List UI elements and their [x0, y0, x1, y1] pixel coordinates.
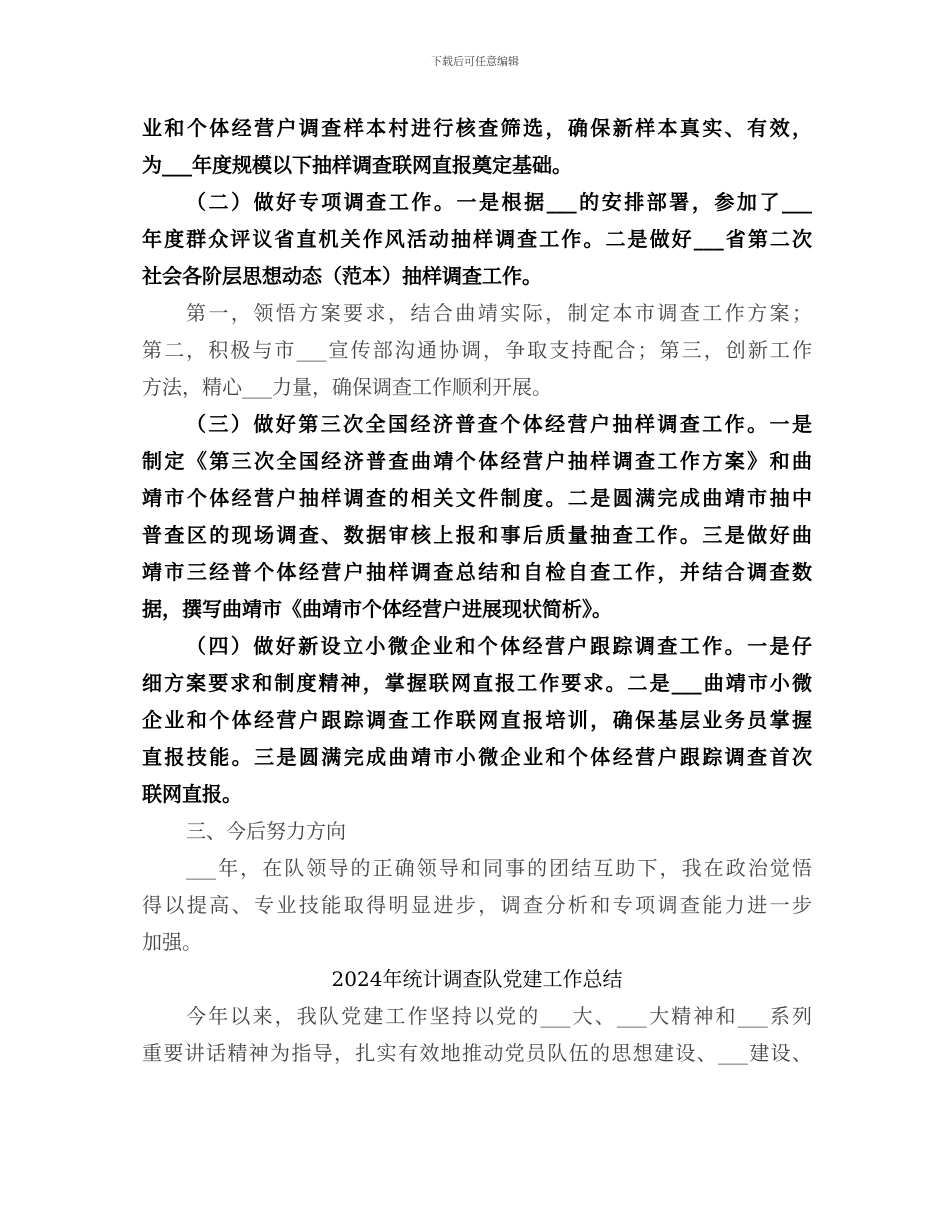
text-line: 直报技能。三是圆满完成曲靖市小微企业和个体经营户跟踪调查首次 [142, 745, 812, 769]
document-body [142, 110, 812, 1072]
text-line: 加强。 [142, 930, 202, 954]
text-line: 得以提高、专业技能取得明显进步，调查分析和专项调查能力进一步 [142, 893, 812, 917]
text-line: 靖市个体经营户抽样调查的相关文件制度。二是圆满完成曲靖市抽中 [142, 486, 812, 510]
text-line: ___年，在队领导的正确领导和同事的团结互助下，我在政治觉悟 [186, 856, 812, 880]
text-line: 靖市三经普个体经营户抽样调查总结和自检自查工作，并结合调查数 [142, 560, 812, 584]
text-line: 普查区的现场调查、数据审核上报和事后质量抽查工作。三是做好曲 [142, 523, 812, 547]
text-line: 社会各阶层思想动态（范本）抽样调查工作。 [142, 264, 542, 288]
text-line: 联网直报。 [142, 782, 242, 806]
text-line: 今年以来，我队党建工作坚持以党的___大、___大精神和___系列 [186, 1004, 812, 1028]
text-line: 年度群众评议省直机关作风活动抽样调查工作。二是做好___省第二次 [142, 227, 812, 251]
text-line: 细方案要求和制度精神，掌握联网直报工作要求。二是___曲靖市小微 [142, 671, 812, 695]
text-line: 为___年度规模以下抽样调查联网直报奠定基础。 [142, 153, 572, 177]
text-line: （二）做好专项调查工作。一是根据___的安排部署，参加了___ [186, 190, 812, 214]
text-line: 三、今后努力方向 [186, 819, 346, 843]
text-line: 第二，积极与市___宣传部沟通协调，争取支持配合；第三，创新工作 [142, 338, 812, 362]
text-line: 业和个体经营户调查样本村进行核查筛选，确保新样本真实、有效， [142, 116, 812, 140]
text-line: 第一，领悟方案要求，结合曲靖实际，制定本市调查工作方案； [186, 301, 812, 325]
section-title: 2024年统计调查队党建工作总结 [331, 967, 623, 991]
text-line: 据，撰写曲靖市《曲靖市个体经营户进展现状简析》。 [142, 597, 612, 621]
text-line: 方法，精心___力量，确保调查工作顺利开展。 [142, 375, 552, 399]
text-line: 重要讲话精神为指导，扎实有效地推动党员队伍的思想建设、___建设、 [142, 1041, 812, 1065]
text-line: （四）做好新设立小微企业和个体经营户跟踪调查工作。一是仔 [186, 634, 812, 658]
page-header: 下载后可任意编辑 [431, 55, 519, 68]
text-line: 制定《第三次全国经济普查曲靖个体经营户抽样调查工作方案》和曲 [142, 449, 812, 473]
text-line: （三）做好第三次全国经济普查个体经营户抽样调查工作。一是 [186, 412, 812, 436]
text-line: 企业和个体经营户跟踪调查工作联网直报培训，确保基层业务员掌握 [142, 708, 812, 732]
